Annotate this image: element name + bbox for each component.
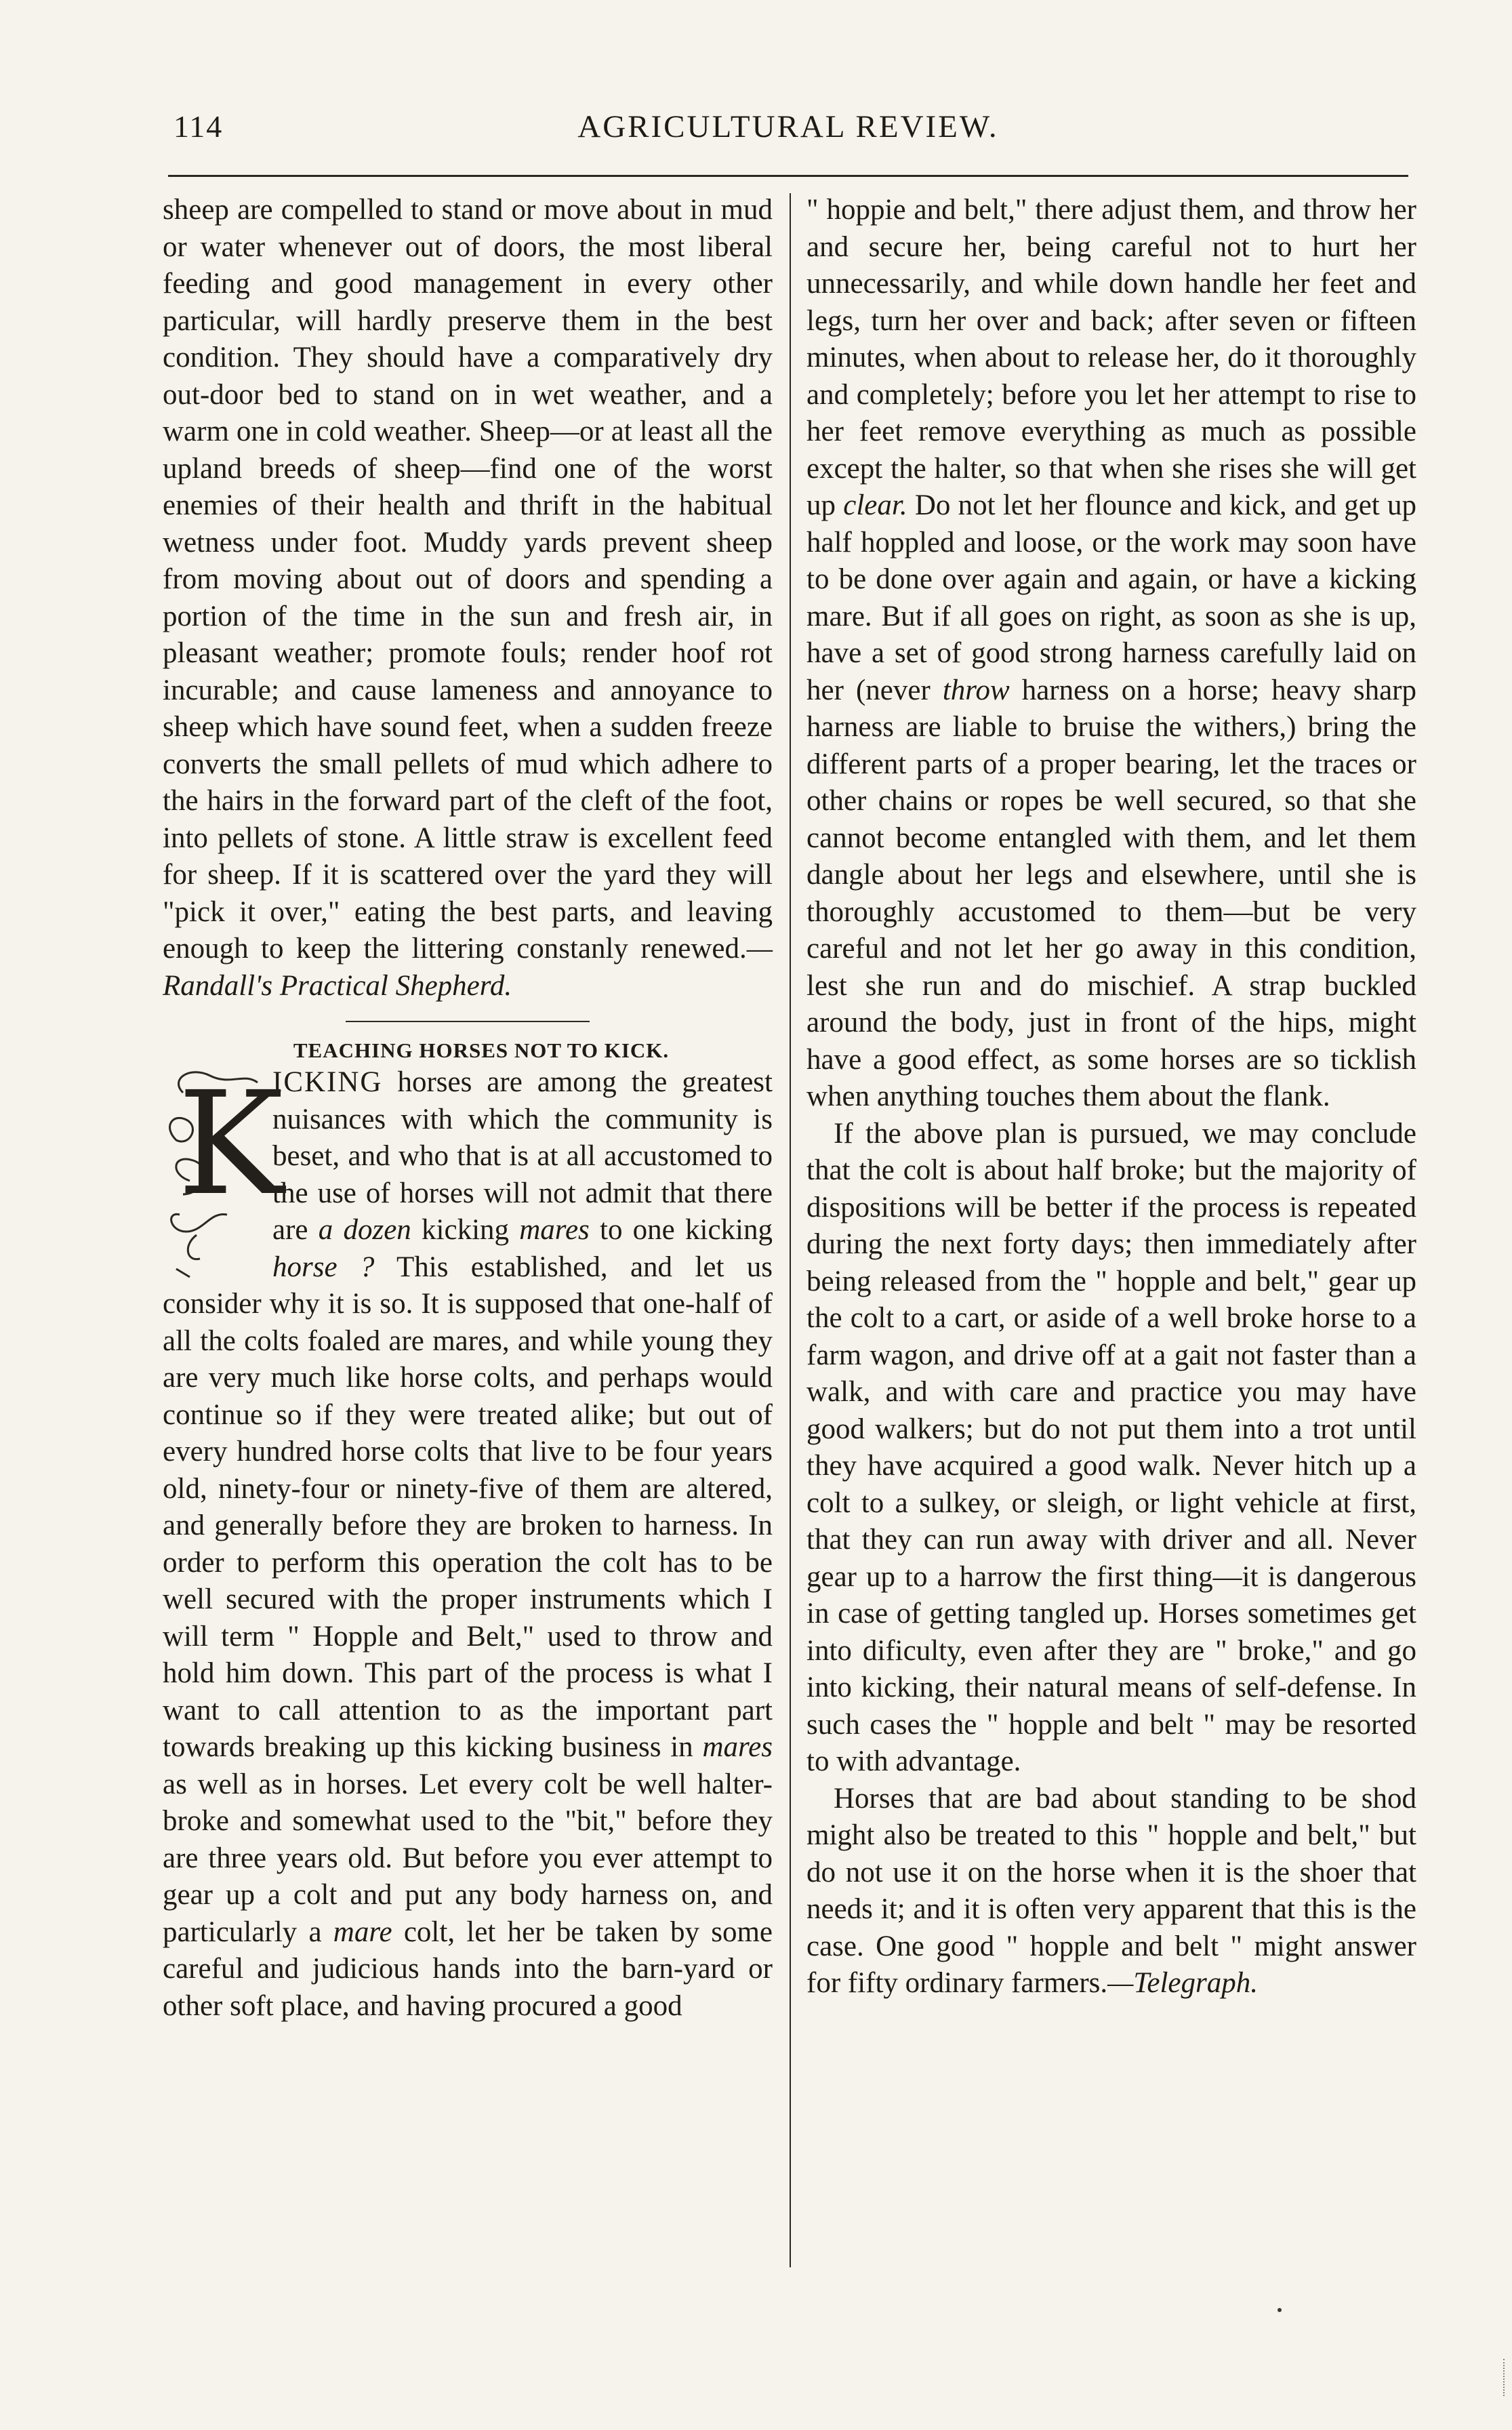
continuation-paragraph xyxy=(806,192,1416,1116)
running-title: AGRICULTURAL REVIEW. xyxy=(577,109,999,144)
intro-emphasis: horse ? xyxy=(272,1251,375,1283)
intro-text: horses are among the greatest nuisances with which the community is beset, and who that is at all accustomed to the use of horses will not admit that there are xyxy=(272,1066,773,1246)
continuation-text: " hoppie and belt," there adjust them, and throw her and secure her, being careful not to hurt her unnecessarily, and while down handle her feet and legs, turn her over and back; after seven or fifteen minutes, when about to release her, do it thoroughly and completely; before you let her attempt to rise to her feet remove everything as much as possible except the halter, so that when she rises she will get up xyxy=(806,194,1416,521)
intro-emphasis: a dozen xyxy=(318,1214,411,1246)
intro-text: This established, and let us consider why it is so. It is supposed that one-half of all the colts foaled are mares, and while young they are very much like horse colts, and perhaps would continue so if they were treated alike; but out of every hundred horse colts that live to be four years old, ninety-four or ninety-five of them are altered, and generally before they are broken to harness. In order to perform this operation the colt has to be well secured with the proper instruments which I will term " Hopple and Belt," used to throw and hold him down. This part of the process is what I want to call attention to as the important part towards breaking up this kicking business in xyxy=(163,1251,773,1763)
paragraph-half-broke: If the above plan is pursued, we may conclude that the colt is about half broke; but the majority of dispositions will be better if the process is repeated during the next forty days; then immediately after being released from the " hopple and belt," gear up the colt to a cart, or aside of a well broke horse to a farm wagon, and drive off at a gait not faster than a walk, and with care and practice you may have good walkers; but do not put them into a trot until they have acquired a good walk. Never hitch up a colt to a sulkey, or sleigh, or light vehicle at first, that they can run away with driver and all. Never gear up to a harrow the first thing—it is dangerous in case of getting tangled up. Horses sometimes get into dificulty, even after they are " broke," and go into kicking, their natural means of self-defense. In such cases the " hopple and belt " may be resorted to with advantage. xyxy=(806,1117,1416,1777)
sheep-paragraph xyxy=(163,192,773,1005)
section-divider xyxy=(346,1021,590,1022)
page-edge-marks xyxy=(1503,2359,1507,2396)
sheep-attribution: —Randall's Practical Shepherd. xyxy=(163,933,773,1002)
right-column xyxy=(806,192,1416,2002)
intro-text: kicking xyxy=(411,1214,520,1246)
print-speck xyxy=(1278,2308,1282,2312)
header-rule xyxy=(168,175,1408,177)
lead-word: ICKING xyxy=(272,1066,383,1098)
intro-emphasis: mares xyxy=(702,1731,773,1763)
continuation-emphasis: throw xyxy=(942,674,1010,706)
column-divider xyxy=(790,193,791,2267)
continuation-text: Do not let her flounce and kick, and get up half hoppled and loose, or the work may soon have to be done over again and again, or have a kicking mare. But if all goes on right, as soon as she is up, have a set of good strong harness carefully laid on her (never xyxy=(806,489,1417,706)
paragraph-shoeing-text: Horses that are bad about standing to be shod might also be treated to this " hopple and belt," but do not use it on the horse when it is the shoer that needs it; and it is often very apparent that this is the case. One good " hopple and belt " might answer for fifty ordinary farmers. xyxy=(806,1782,1416,1999)
continuation-text: harness on a horse; heavy sharp harness are liable to bruise the withers,) bring the different parts of a proper bearing, let the traces or other chains or ropes be well secured, so that she cannot become entangled with them, and let them dangle about her legs and elsewhere, until she is thoroughly accustomed to them—but be very careful and not let her go away in this condition, lest she run and do mischief. A strap buckled around the body, just in front of the hips, might have a good effect, as some horses are so ticklish when anything touches them about the flank. xyxy=(806,674,1416,1112)
article-intro-paragraph xyxy=(163,1061,773,2025)
sheep-paragraph-text: sheep are compelled to stand or move about in mud or water whenever out of doors, the most liberal feeding and good management in every other particular, will hardly preserve them in the best condition. They should have a comparatively dry out-door bed to stand on in wet weather, and a warm one in cold weather. Sheep—or at least all the upland breeds of sheep—find one of the worst enemies of their health and thrift in the habitual wetness under foot. Muddy yards prevent sheep from moving about out of doors and spending a portion of the time in the sun and fresh air, in pleasant weather; promote fouls; render hoof rot incurable; and cause lameness and annoyance to sheep which have sound feet, when a sudden freeze converts the small pellets of mud which adhere to the hairs in the forward part of the cleft of the foot, into pellets of stone. A little straw is excellent feed for sheep. If it is scattered over the yard they will "pick it over," eating the best parts, and leaving enough to keep the littering constanly renewed. xyxy=(163,194,773,965)
page-number: 114 xyxy=(173,109,224,144)
intro-emphasis: mare xyxy=(333,1916,392,1948)
left-column xyxy=(163,192,773,2025)
continuation-emphasis: clear. xyxy=(843,489,907,521)
intro-text: to one kicking xyxy=(589,1214,773,1246)
paragraph-shoeing xyxy=(806,1781,1416,2002)
intro-text: as well as in horses. Let every colt be well halter-broke and somewhat used to the "bit," before they are three years old. But before you ever attempt to gear up a colt and put any body harness on, and particularly a xyxy=(163,1768,773,1948)
telegraph-attribution: —Telegraph. xyxy=(1107,1967,1258,1999)
running-head xyxy=(168,102,1408,156)
article-title: TEACHING HORSES NOT TO KICK. xyxy=(293,1038,670,1062)
intro-emphasis: mares xyxy=(519,1214,590,1246)
drop-cap-letter: K xyxy=(178,1061,284,1227)
intro-text: colt, let her be taken by some careful and judicious hands into the barn-yard or other soft place, and having procured a good xyxy=(163,1916,773,2022)
ornamental-drop-cap xyxy=(163,1061,284,1281)
